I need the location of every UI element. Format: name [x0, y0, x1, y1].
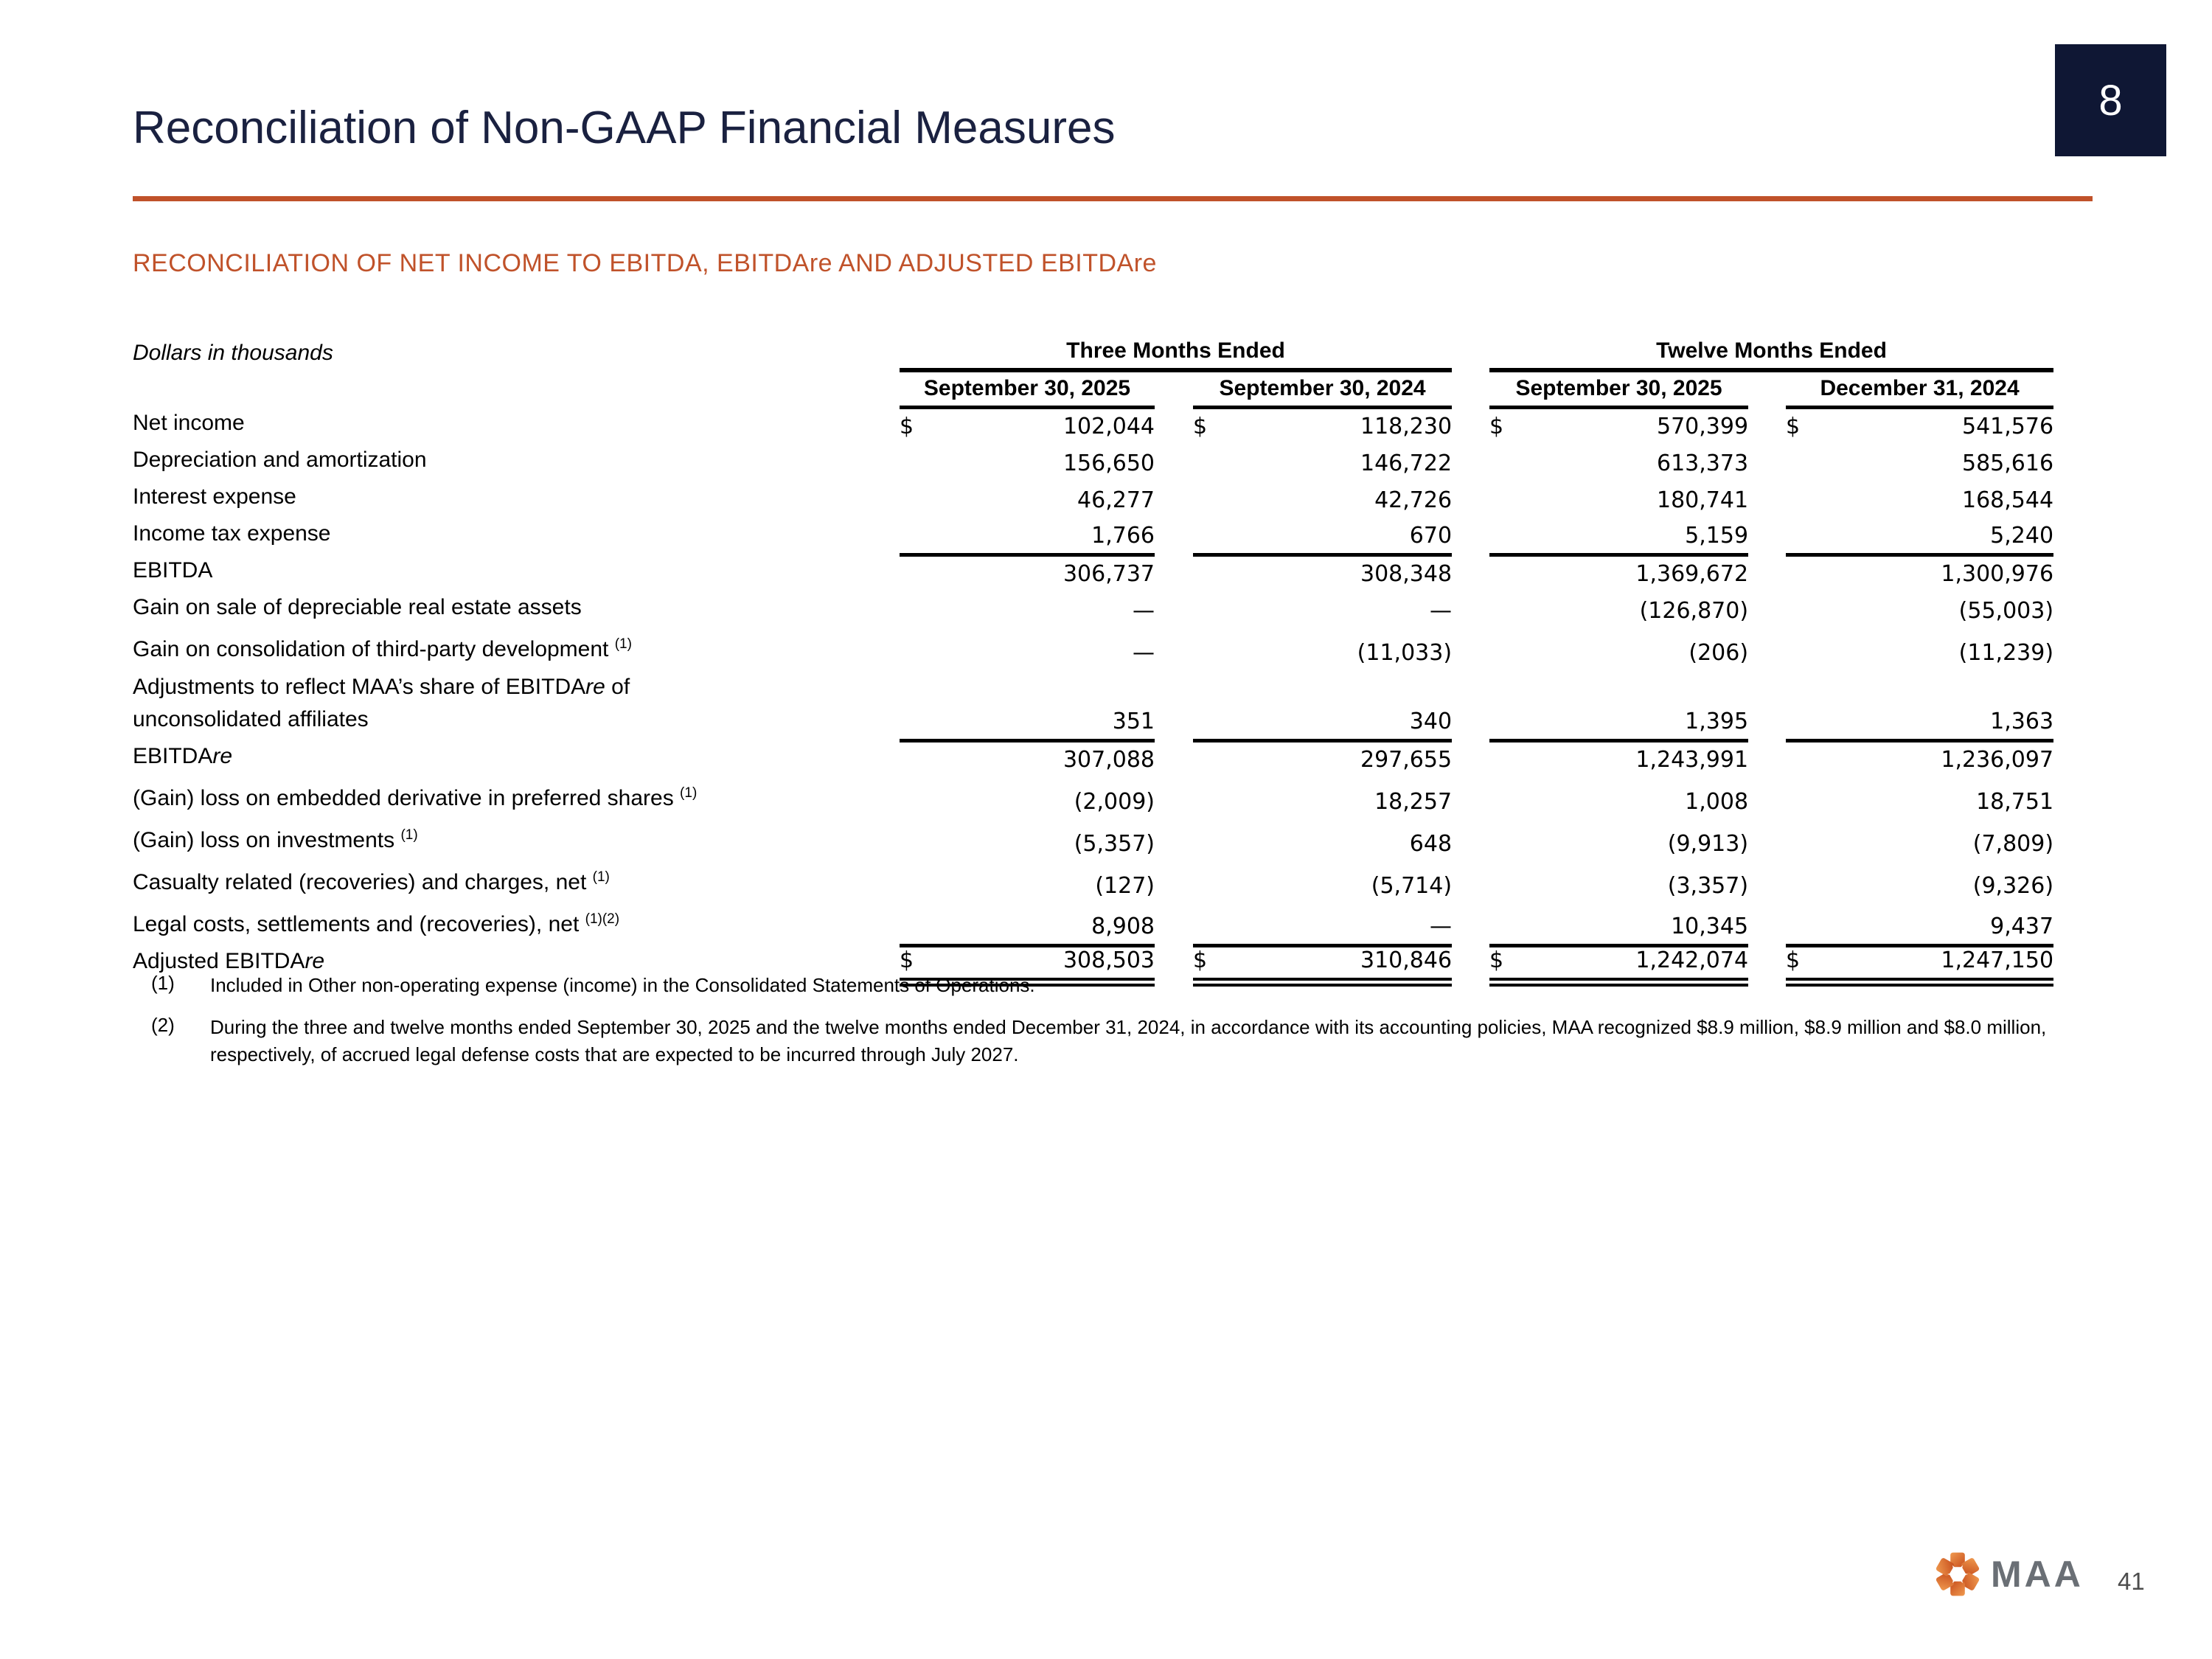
dollar-cell — [1786, 777, 1823, 819]
gap-cell — [1155, 740, 1193, 777]
value-cell: 308,348 — [1360, 561, 1453, 587]
dollar-cell — [1489, 903, 1526, 945]
gap-cell — [1452, 903, 1489, 945]
value-cell: 310,846 — [1230, 945, 1452, 982]
slide-number-badge — [2055, 44, 2166, 156]
value-cell: 306,737 — [1062, 561, 1155, 587]
value-cell: 308,503 — [936, 945, 1155, 982]
row-label: Adjustments to reflect MAA’s share of EBITDAre of unconsolidated affiliates — [133, 675, 630, 731]
units-note: Dollars in thousands — [133, 341, 333, 365]
table-row — [133, 819, 2053, 861]
dollar-cell: $ — [1489, 945, 1526, 982]
value-cell: (9,326) — [1972, 873, 2054, 899]
dollar-cell — [1786, 444, 1823, 481]
dollar-cell — [1489, 670, 1526, 740]
table-row — [133, 591, 2053, 628]
value-cell: 307,088 — [1062, 747, 1155, 773]
section-subtitle: RECONCILIATION OF NET INCOME TO EBITDA, EBITDAre AND ADJUSTED EBITDAre — [133, 249, 1157, 277]
gap-cell — [1155, 554, 1193, 591]
dollar-cell — [1489, 740, 1526, 777]
gap-cell — [1748, 819, 1786, 861]
footnote-2-text: During the three and twelve months ended September 30, 2025 and the twelve months ended December 31, 2024, in accordance with its accounting policies, MAA recognized $8.9 million, $8.9 million and $8.0 million, respectively, of accrued legal defense costs that are expected to be incurred through July 2027. — [210, 1016, 2047, 1065]
dollar-cell — [900, 670, 936, 740]
row-label: Net income — [133, 411, 245, 435]
gap-cell — [1155, 370, 1193, 407]
value-cell: 180,741 — [1656, 487, 1749, 513]
value-cell: — — [1230, 903, 1452, 945]
gap-cell — [1155, 628, 1193, 670]
table-row — [133, 670, 2053, 740]
dollar-cell — [1193, 740, 1230, 777]
gap-cell — [1155, 444, 1193, 481]
column-date-header: September 30, 2025 — [900, 370, 1155, 407]
row-label: Gain on sale of depreciable real estate assets — [133, 595, 582, 619]
table-row — [133, 518, 2053, 554]
value-cell: 541,576 — [1961, 414, 2054, 439]
gap-cell — [1748, 861, 1786, 903]
dollar-cell — [1193, 518, 1230, 554]
gap-cell — [1155, 861, 1193, 903]
value-cell: 1,300,976 — [1941, 561, 2054, 587]
table-row — [133, 740, 2053, 777]
maa-logo — [1932, 1548, 2084, 1600]
dollar-cell — [900, 861, 936, 903]
page-title: Reconciliation of Non-GAAP Financial Measures — [133, 102, 1116, 153]
value-cell: (206) — [1688, 640, 1749, 666]
gap-cell — [1452, 481, 1489, 518]
table-header-row — [133, 370, 2053, 407]
gap-cell — [1452, 628, 1489, 670]
gap-cell — [1155, 903, 1193, 945]
footnote-2 — [151, 1014, 2142, 1068]
dollar-cell — [1786, 861, 1823, 903]
value-cell: 42,726 — [1374, 487, 1453, 513]
spacer-cell — [133, 370, 900, 407]
row-label: Gain on consolidation of third-party development $^{(1)}$ — [133, 636, 632, 661]
dollar-cell — [900, 444, 936, 481]
dollar-cell — [1193, 444, 1230, 481]
value-cell: 146,722 — [1360, 451, 1453, 476]
value-cell: — — [1133, 640, 1155, 666]
dollar-cell: $ — [1489, 414, 1504, 439]
dollar-cell: $ — [1193, 945, 1230, 982]
value-cell: (9,913) — [1667, 831, 1749, 857]
dollar-cell — [1193, 777, 1230, 819]
value-cell: 18,751 — [1976, 789, 2054, 815]
value-cell: 1,242,074 — [1526, 945, 1748, 982]
dollar-cell: $ — [1786, 414, 1801, 439]
value-cell: 1,236,097 — [1941, 747, 2054, 773]
table-row — [133, 444, 2053, 481]
dollar-cell — [1489, 861, 1526, 903]
dollar-cell — [1489, 518, 1526, 554]
value-cell: (11,033) — [1357, 640, 1453, 666]
gap-cell — [1748, 777, 1786, 819]
dollar-cell — [900, 518, 936, 554]
value-cell: 1,247,150 — [1823, 945, 2053, 982]
value-cell: 297,655 — [1360, 747, 1453, 773]
value-cell: 670 — [1230, 518, 1452, 554]
column-date-header: December 31, 2024 — [1786, 370, 2053, 407]
value-cell: 340 — [1230, 670, 1452, 740]
dollar-cell — [1786, 481, 1823, 518]
value-cell: 9,437 — [1823, 903, 2053, 945]
dollar-cell — [1489, 819, 1526, 861]
reconciliation-table — [133, 333, 2053, 987]
value-cell: 8,908 — [936, 903, 1155, 945]
gap-cell — [1748, 481, 1786, 518]
value-cell: 1,766 — [936, 518, 1155, 554]
row-label: Income tax expense — [133, 521, 331, 546]
gap-cell — [1155, 819, 1193, 861]
dollar-cell — [1193, 670, 1230, 740]
gap-cell — [1748, 518, 1786, 554]
dollar-cell — [900, 777, 936, 819]
gap-cell — [1452, 333, 1489, 370]
dollar-cell — [1193, 861, 1230, 903]
table-row — [133, 554, 2053, 591]
table-row — [133, 481, 2053, 518]
table-body — [133, 333, 2053, 982]
gap-cell — [1452, 554, 1489, 591]
value-cell: 156,650 — [1062, 451, 1155, 476]
gap-cell — [1748, 370, 1786, 407]
value-cell: 570,399 — [1656, 414, 1749, 439]
value-cell: 1,363 — [1823, 670, 2053, 740]
gap-cell — [1155, 777, 1193, 819]
gap-cell — [1452, 591, 1489, 628]
dollar-cell — [1193, 819, 1230, 861]
dollar-cell — [900, 903, 936, 945]
row-label: Interest expense — [133, 484, 296, 509]
value-cell: 1,369,672 — [1635, 561, 1749, 587]
dollar-cell — [1786, 903, 1823, 945]
dollar-cell — [900, 740, 936, 777]
value-cell: 1,008 — [1685, 789, 1749, 815]
table-row — [133, 903, 2053, 945]
value-cell: — — [1430, 598, 1453, 624]
row-label: (Gain) loss on embedded derivative in preferred shares $^{(1)}$ — [133, 785, 698, 810]
dollar-cell — [1193, 481, 1230, 518]
value-cell: (2,009) — [1074, 789, 1155, 815]
value-cell: 5,159 — [1526, 518, 1748, 554]
column-group-header: Three Months Ended — [900, 333, 1452, 370]
value-cell: 118,230 — [1360, 414, 1453, 439]
footnote-1-text: Included in Other non-operating expense (income) in the Consolidated Statements of Operations. — [210, 974, 1035, 996]
row-label: EBITDAre — [133, 744, 233, 768]
gap-cell — [1452, 861, 1489, 903]
dollar-cell — [900, 819, 936, 861]
row-label: Legal costs, settlements and (recoveries), net $^{(1)(2)}$ — [133, 911, 620, 936]
dollar-cell — [900, 628, 936, 670]
gap-cell — [1155, 407, 1193, 444]
value-cell: 168,544 — [1961, 487, 2054, 513]
dollar-cell: $ — [900, 414, 914, 439]
value-cell: 102,044 — [1062, 414, 1155, 439]
gap-cell — [1155, 670, 1193, 740]
row-label: Depreciation and amortization — [133, 448, 427, 472]
dollar-cell — [1489, 481, 1526, 518]
dollar-cell — [1193, 554, 1230, 591]
dollar-cell: $ — [900, 945, 936, 982]
dollar-cell — [1489, 444, 1526, 481]
value-cell: 1,243,991 — [1635, 747, 1749, 773]
value-cell: (11,239) — [1958, 640, 2054, 666]
value-cell: — — [1133, 598, 1155, 624]
value-cell: (7,809) — [1972, 831, 2054, 857]
value-cell: (127) — [1095, 873, 1155, 899]
dollar-cell — [1786, 554, 1823, 591]
page-number: 41 — [2118, 1568, 2145, 1595]
row-label: EBITDA — [133, 558, 213, 582]
column-date-header: September 30, 2024 — [1193, 370, 1452, 407]
dollar-cell — [1786, 518, 1823, 554]
gap-cell — [1748, 903, 1786, 945]
dollar-cell — [1489, 628, 1526, 670]
gap-cell — [1452, 670, 1489, 740]
gap-cell — [1155, 481, 1193, 518]
dollar-cell — [1786, 740, 1823, 777]
row-label: Casualty related (recoveries) and charges, net $^{(1)}$ — [133, 869, 610, 894]
dollar-cell — [1786, 819, 1823, 861]
dollar-cell — [1193, 903, 1230, 945]
value-cell: 1,395 — [1526, 670, 1748, 740]
value-cell: 10,345 — [1526, 903, 1748, 945]
slide-number: 8 — [2098, 76, 2123, 125]
gap-cell — [1748, 628, 1786, 670]
dollar-cell: $ — [1786, 945, 1823, 982]
dollar-cell — [1489, 777, 1526, 819]
dollar-cell — [900, 591, 936, 628]
table-row — [133, 628, 2053, 670]
table-header-row — [133, 333, 2053, 370]
gap-cell — [1155, 591, 1193, 628]
gap-cell — [1155, 518, 1193, 554]
table-row — [133, 777, 2053, 819]
value-cell: 613,373 — [1656, 451, 1749, 476]
gap-cell — [1452, 518, 1489, 554]
table-row — [133, 861, 2053, 903]
dollar-cell — [900, 481, 936, 518]
gap-cell — [1452, 444, 1489, 481]
footnote-2-marker: (2) — [151, 1014, 175, 1036]
gap-cell — [1452, 777, 1489, 819]
footnote-1 — [151, 972, 2142, 999]
value-cell: 18,257 — [1374, 789, 1453, 815]
gap-cell — [1452, 819, 1489, 861]
dollar-cell — [1786, 670, 1823, 740]
table-row — [133, 407, 2053, 444]
dollar-cell — [1193, 628, 1230, 670]
value-cell: 351 — [936, 670, 1155, 740]
column-date-header: September 30, 2025 — [1489, 370, 1748, 407]
value-cell: (3,357) — [1667, 873, 1749, 899]
row-label: Adjusted EBITDAre — [133, 949, 325, 973]
value-cell: 585,616 — [1961, 451, 2054, 476]
footnote-1-marker: (1) — [151, 972, 175, 994]
value-cell: 46,277 — [1077, 487, 1155, 513]
dollar-cell — [900, 554, 936, 591]
gap-cell — [1748, 740, 1786, 777]
maa-logo-text: MAA — [1991, 1554, 2084, 1595]
column-group-header: Twelve Months Ended — [1489, 333, 2053, 370]
gap-cell — [1748, 407, 1786, 444]
maa-logo-icon — [1932, 1548, 1983, 1600]
dollar-cell — [1489, 591, 1526, 628]
dollar-cell — [1786, 628, 1823, 670]
gap-cell — [1452, 370, 1489, 407]
gap-cell — [1748, 670, 1786, 740]
title-divider — [133, 196, 2093, 201]
gap-cell — [1452, 740, 1489, 777]
value-cell: 648 — [1409, 831, 1453, 857]
gap-cell — [1748, 591, 1786, 628]
dollar-cell — [1489, 554, 1526, 591]
gap-cell — [1748, 444, 1786, 481]
row-label: (Gain) loss on investments $^{(1)}$ — [133, 827, 418, 852]
value-cell: (126,870) — [1639, 598, 1749, 624]
dollar-cell — [1193, 591, 1230, 628]
value-cell: (5,357) — [1074, 831, 1155, 857]
gap-cell — [1748, 554, 1786, 591]
value-cell: (55,003) — [1958, 598, 2054, 624]
value-cell: (5,714) — [1371, 873, 1453, 899]
dollar-cell: $ — [1193, 414, 1208, 439]
value-cell: 5,240 — [1823, 518, 2053, 554]
gap-cell — [1452, 407, 1489, 444]
dollar-cell — [1786, 591, 1823, 628]
